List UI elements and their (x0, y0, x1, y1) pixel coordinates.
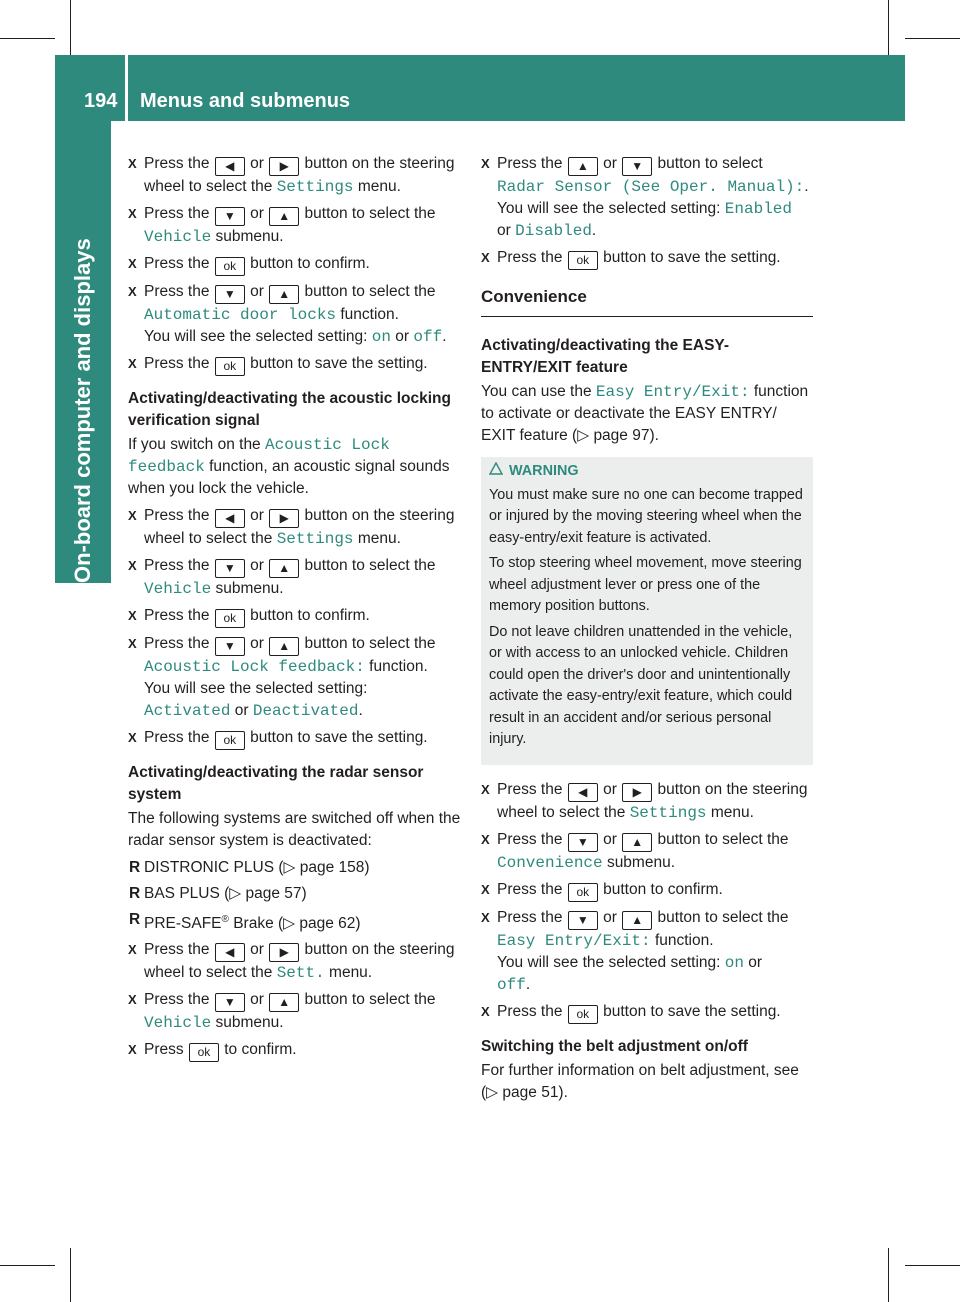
crop-mark (888, 0, 889, 55)
ok-button-icon: ok (568, 883, 598, 902)
up-arrow-icon: ▲ (269, 207, 299, 226)
menu-term: Radar Sensor (See Oper. Manual): (497, 178, 805, 196)
warning-box (481, 457, 813, 765)
step: X Press the ok button to confirm. (128, 605, 462, 628)
up-arrow-icon: ▲ (269, 637, 299, 656)
subheading: Switching the belt adjustment on/off (481, 1037, 748, 1055)
bullet-icon: R (129, 859, 141, 876)
right-arrow-icon: ▶ (622, 783, 652, 802)
up-arrow-icon: ▲ (269, 993, 299, 1012)
step: X Press the ▼ or ▲ button to select the Automatic door locks function. You will see the selected setting: on or off. (128, 283, 447, 346)
crop-mark (0, 1265, 55, 1266)
crop-mark (905, 1265, 960, 1266)
step-marker-icon: X (481, 250, 490, 265)
menu-term: Easy Entry/Exit: (595, 383, 750, 401)
menu-term: Acoustic Lock feedback (128, 436, 390, 476)
step-marker-icon: X (481, 831, 490, 847)
up-arrow-icon: ▲ (622, 833, 652, 852)
crop-mark (70, 1248, 71, 1302)
crop-mark (888, 1248, 889, 1302)
menu-term: Acoustic Lock feedback: (144, 658, 365, 676)
ok-button-icon: ok (215, 731, 245, 750)
menu-term: Vehicle (144, 580, 212, 598)
menu-term: Vehicle (144, 228, 212, 246)
step: X Press the ok button to save the setting. (481, 1001, 813, 1024)
step-marker-icon: X (128, 256, 137, 271)
step: X Press the ok button to save the setting. (481, 247, 813, 270)
menu-term: Sett. (276, 964, 325, 983)
step-marker-icon: X (128, 730, 137, 745)
step-marker-icon: X (481, 781, 490, 797)
ok-button-icon: ok (215, 609, 245, 628)
right-column (481, 153, 813, 1109)
step-marker-icon: X (481, 156, 490, 171)
down-arrow-icon: ▼ (215, 559, 245, 578)
menu-term: Easy Entry/Exit: (497, 931, 651, 950)
step-marker-icon: X (128, 992, 137, 1008)
step-marker-icon: X (128, 206, 137, 221)
right-arrow-icon: ▶ (269, 157, 299, 176)
setting-value: on (371, 328, 391, 346)
warning-title: WARNING (489, 461, 805, 483)
setting-value: off (413, 328, 443, 346)
left-arrow-icon: ◀ (215, 943, 245, 962)
setting-value: off (497, 975, 526, 994)
down-arrow-icon: ▼ (568, 911, 598, 930)
step: X Press the ▼ or ▲ button to select the Vehicle submenu. (128, 991, 436, 1033)
step: X Press the ok button to save the setting. (128, 353, 462, 376)
menu-term: Settings (629, 803, 707, 822)
step: X Press the ◀ or ▶ button on the steering wheel to select the Settings menu. (481, 780, 808, 822)
warning-triangle-icon (489, 461, 503, 483)
arrow-icon: ▷ (486, 1083, 499, 1101)
crop-mark (905, 38, 960, 39)
step: X Press the ▲ or ▼ button to select Radar Sensor (See Oper. Manual):. You will see the selected setting: Enabled or Disabled. (481, 155, 809, 240)
menu-term: Automatic door locks (144, 306, 337, 324)
paragraph: You can use the Easy Entry/Exit: function to activate or deactivate the EASY ENTRY/ EXIT feature (▷ page 97). (481, 383, 809, 444)
step-marker-icon: X (128, 608, 137, 623)
setting-value: Enabled (724, 200, 792, 218)
setting-value: Deactivated (252, 702, 359, 720)
step: X Press the ◀ or ▶ button on the steering wheel to select the Sett. menu. (128, 941, 455, 983)
bullet-icon: R (129, 911, 141, 928)
down-arrow-icon: ▼ (215, 285, 245, 304)
subheading: Activating/deactivating the radar sensor system (128, 764, 424, 803)
crop-mark (70, 0, 71, 55)
step: X Press the ◀ or ▶ button on the steering wheel to select the Settings menu. (128, 507, 455, 548)
setting-value: Activated (144, 702, 231, 720)
step-marker-icon: X (128, 356, 137, 371)
left-arrow-icon: ◀ (215, 157, 245, 176)
right-arrow-icon: ▶ (269, 509, 299, 528)
menu-term: Vehicle (144, 1014, 212, 1033)
ok-button-icon: ok (215, 257, 245, 276)
up-arrow-icon: ▲ (622, 911, 652, 930)
bullet-icon: R (129, 885, 141, 902)
list-item: R PRE-SAFE® Brake (▷ page 62) (129, 911, 361, 933)
ok-button-icon: ok (568, 251, 598, 270)
step-marker-icon: X (128, 636, 137, 651)
step-marker-icon: X (481, 881, 490, 897)
step-marker-icon: X (128, 284, 137, 299)
step-marker-icon: X (481, 909, 490, 925)
down-arrow-icon: ▼ (215, 207, 245, 226)
up-arrow-icon: ▲ (568, 157, 598, 176)
list-item: R BAS PLUS (▷ page 57) (128, 883, 462, 905)
ok-button-icon: ok (189, 1043, 219, 1062)
paragraph: The following systems are switched off when the radar sensor system is deactivated: (128, 810, 461, 849)
step: X Press ok to confirm. (128, 1039, 462, 1062)
arrow-icon: ▷ (283, 859, 296, 876)
step: X Press the ▼ or ▲ button to select the Easy Entry/Exit: function. You will see the selected setting: on or off. (481, 908, 789, 994)
crop-mark (0, 38, 55, 39)
menu-term: Settings (276, 530, 354, 548)
step-marker-icon: X (128, 1042, 137, 1058)
down-arrow-icon: ▼ (215, 637, 245, 656)
arrow-icon: ▷ (229, 885, 242, 902)
step: X Press the ok button to save the setting. (128, 727, 462, 750)
subheading: Activating/deactivating the EASY-ENTRY/EXIT feature (481, 337, 730, 376)
step: X Press the ok button to confirm. (128, 253, 462, 276)
menu-term: Convenience (497, 853, 603, 872)
paragraph: If you switch on the Acoustic Lock feedback function, an acoustic signal sounds when you lock the vehicle. (128, 436, 450, 497)
step: X Press the ▼ or ▲ button to select the Vehicle submenu. (128, 205, 436, 246)
header-separator (125, 55, 128, 121)
down-arrow-icon: ▼ (568, 833, 598, 852)
setting-value: Disabled (515, 222, 592, 240)
list-item: R DISTRONIC PLUS (▷ page 158) (128, 857, 462, 879)
warning-text: You must make sure no one can become trapped or injured by the moving steering wheel when the easy-entry/exit feature is activated. (489, 486, 803, 546)
section-heading: Convenience (481, 286, 813, 317)
left-arrow-icon: ◀ (568, 783, 598, 802)
up-arrow-icon: ▲ (269, 559, 299, 578)
section-title: Menus and submenus (140, 90, 351, 112)
left-arrow-icon: ◀ (215, 509, 245, 528)
step: X Press the ▼ or ▲ button to select the Acoustic Lock feedback: function. You will see the selected setting: Activated or Deactivated. (128, 635, 436, 720)
arrow-icon: ▷ (577, 427, 590, 444)
side-tab-label: On-board computer and displays (70, 238, 95, 583)
step-marker-icon: X (128, 508, 137, 523)
step-marker-icon: X (128, 558, 137, 573)
arrow-icon: ▷ (283, 915, 296, 933)
step: X Press the ▼ or ▲ button to select the Convenience submenu. (481, 830, 789, 872)
page-number: 194 (84, 90, 118, 112)
down-arrow-icon: ▼ (622, 157, 652, 176)
up-arrow-icon: ▲ (269, 285, 299, 304)
menu-term: Settings (276, 178, 354, 196)
subheading: Activating/deactivating the acoustic locking verification signal (128, 390, 451, 429)
warning-text: To stop steering wheel movement, move steering wheel adjustment lever or press one of the memory position buttons. (489, 555, 802, 614)
step: X Press the ok button to confirm. (481, 879, 813, 902)
warning-text: Do not leave children unattended in the vehicle, or with access to an unlocked vehicle. Children could open the driver's door and unintentionally activate the easy-entry/exit feature, which could result in an accident and/or serious personal injury. (489, 623, 793, 747)
step-marker-icon: X (128, 942, 137, 958)
ok-button-icon: ok (215, 357, 245, 376)
step: X Press the ◀ or ▶ button on the steering wheel to select the Settings menu. (128, 155, 455, 196)
step-marker-icon: X (481, 1003, 490, 1019)
left-column (128, 153, 462, 1067)
paragraph: For further information on belt adjustment, see (▷ page 51). (481, 1061, 799, 1101)
setting-value: on (724, 953, 744, 972)
down-arrow-icon: ▼ (215, 993, 245, 1012)
step-marker-icon: X (128, 156, 137, 171)
right-arrow-icon: ▶ (269, 943, 299, 962)
ok-button-icon: ok (568, 1005, 598, 1024)
step: X Press the ▼ or ▲ button to select the Vehicle submenu. (128, 557, 436, 598)
